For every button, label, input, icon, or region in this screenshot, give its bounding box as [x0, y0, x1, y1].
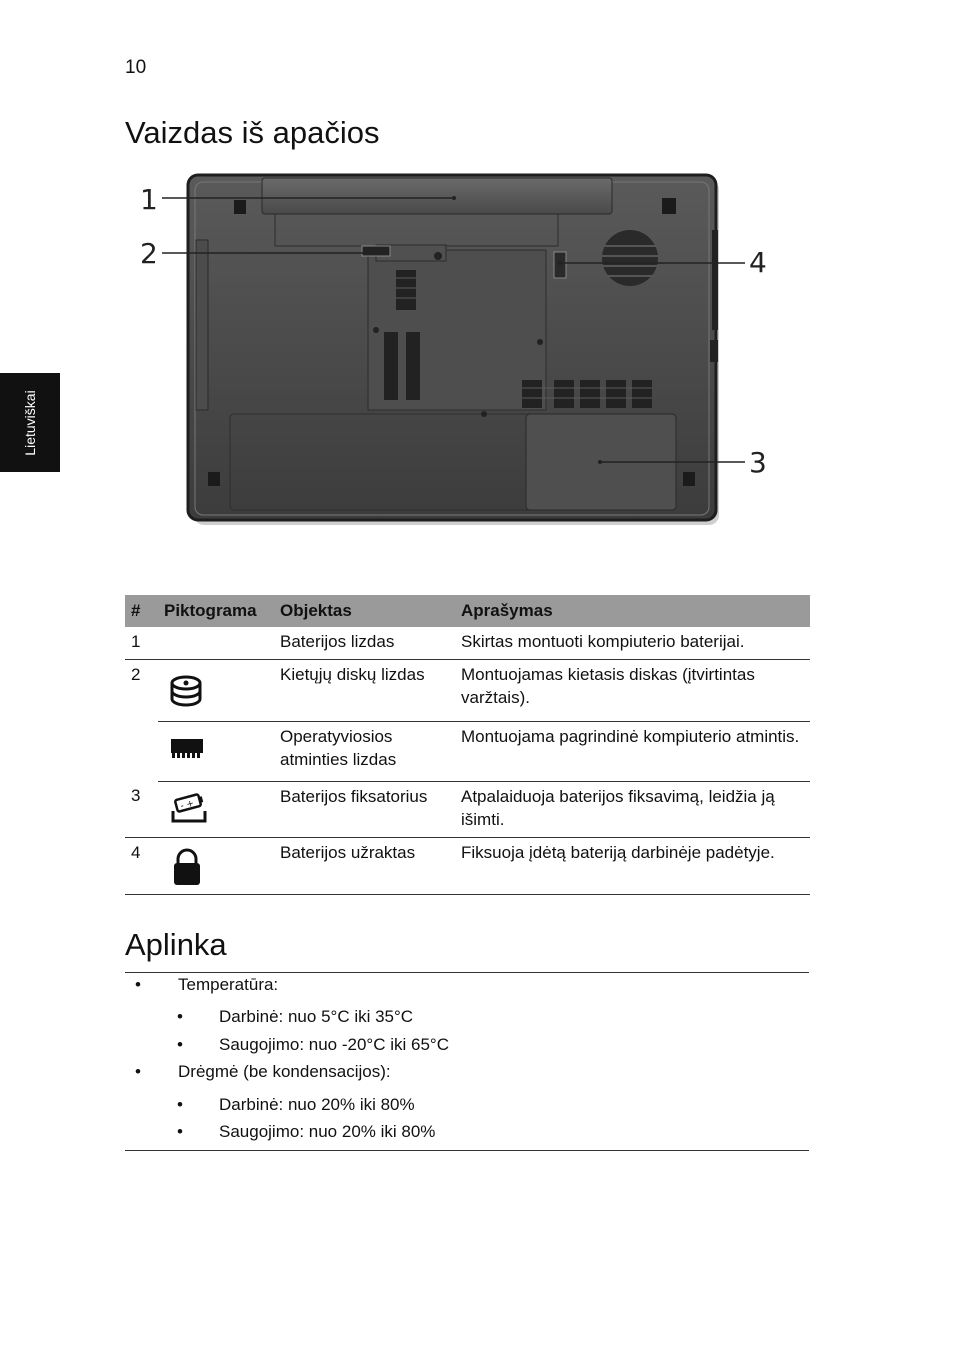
- row-object: Baterijos fiksatorius: [274, 781, 455, 837]
- row-icon-cell: [158, 721, 274, 781]
- table-row: [125, 721, 810, 781]
- hard-disk-icon: [170, 671, 204, 711]
- battery-release-icon: [170, 791, 204, 831]
- bullet: •: [135, 1062, 141, 1081]
- row-icon-cell: [158, 781, 274, 837]
- header-icon: Piktograma: [158, 595, 274, 627]
- bullet: •: [177, 1095, 183, 1114]
- list-item-label: Drėgmė (be kondensacijos):: [178, 1062, 391, 1081]
- list-subitem: [177, 1095, 777, 1117]
- list-item-label: Temperatūra:: [178, 975, 279, 994]
- list-subitem: [177, 1035, 777, 1057]
- laptop-bottom-illustration: [140, 170, 780, 530]
- callout-4: 4: [749, 246, 767, 279]
- row-description: Skirtas montuoti kompiuterio baterijai.: [455, 627, 810, 659]
- row-description: Fiksuoja įdėtą bateriją darbinėje padėtyje.: [455, 837, 810, 894]
- callout-2: 2: [140, 237, 158, 270]
- row-num: 1: [125, 627, 158, 659]
- callout-3: 3: [749, 446, 767, 479]
- row-num: 2: [131, 664, 141, 684]
- header-num: #: [125, 595, 158, 627]
- table-row: [125, 659, 810, 721]
- list-subitem-label: Darbinė: nuo 5°C iki 35°C: [219, 1007, 414, 1026]
- side-tab-label: Lietuviškai: [22, 390, 38, 456]
- row-description: Montuojama pagrindinė kompiuterio atmintis.: [455, 721, 810, 781]
- components-table: [125, 595, 810, 895]
- row-num: 4: [125, 837, 158, 894]
- bullet: •: [177, 1035, 183, 1054]
- laptop-bottom-drawing: [140, 170, 780, 530]
- table-header-row: [125, 595, 810, 627]
- lock-icon: [170, 847, 204, 887]
- bullet: •: [177, 1122, 183, 1141]
- list-subitem-label: Saugojimo: nuo 20% iki 80%: [219, 1122, 436, 1141]
- row-icon-cell: [158, 659, 274, 721]
- callout-1: 1: [140, 183, 158, 216]
- table-row: [125, 837, 810, 894]
- row-num: 3: [125, 781, 158, 837]
- svg-text:- +: - +: [179, 798, 196, 812]
- header-description: Aprašymas: [455, 595, 810, 627]
- row-description: Atpalaiduoja baterijos fiksavimą, leidžia ją išimti.: [455, 781, 810, 837]
- section-title-bottom-view: Vaizdas iš apačios: [125, 115, 380, 150]
- row-object: Baterijos užraktas: [274, 837, 455, 894]
- list-item: [135, 1062, 735, 1084]
- row-object: Kietųjų diskų lizdas: [274, 659, 455, 721]
- row-description: Montuojamas kietasis diskas (įtvirtintas varžtais).: [455, 659, 810, 721]
- list-subitem-label: Saugojimo: nuo -20°C iki 65°C: [219, 1035, 449, 1054]
- section-title-environment: Aplinka: [125, 927, 227, 962]
- bullet: •: [135, 975, 141, 994]
- row-object: Operatyviosios atminties lizdas: [274, 721, 455, 781]
- bullet: •: [177, 1007, 183, 1026]
- list-subitem: [177, 1007, 777, 1029]
- row-num: [125, 721, 158, 781]
- page-number: 10: [125, 57, 147, 78]
- section-divider: [125, 972, 809, 973]
- row-icon-cell: [158, 627, 274, 659]
- memory-icon: [170, 737, 204, 777]
- row-object: Baterijos lizdas: [274, 627, 455, 659]
- header-object: Objektas: [274, 595, 455, 627]
- section-divider: [125, 1150, 809, 1151]
- table-row: [125, 781, 810, 837]
- table-row: [125, 627, 810, 659]
- list-item: [135, 975, 735, 997]
- list-subitem-label: Darbinė: nuo 20% iki 80%: [219, 1095, 415, 1114]
- language-side-tab: [0, 373, 60, 472]
- list-subitem: [177, 1122, 777, 1144]
- row-icon-cell: [158, 837, 274, 894]
